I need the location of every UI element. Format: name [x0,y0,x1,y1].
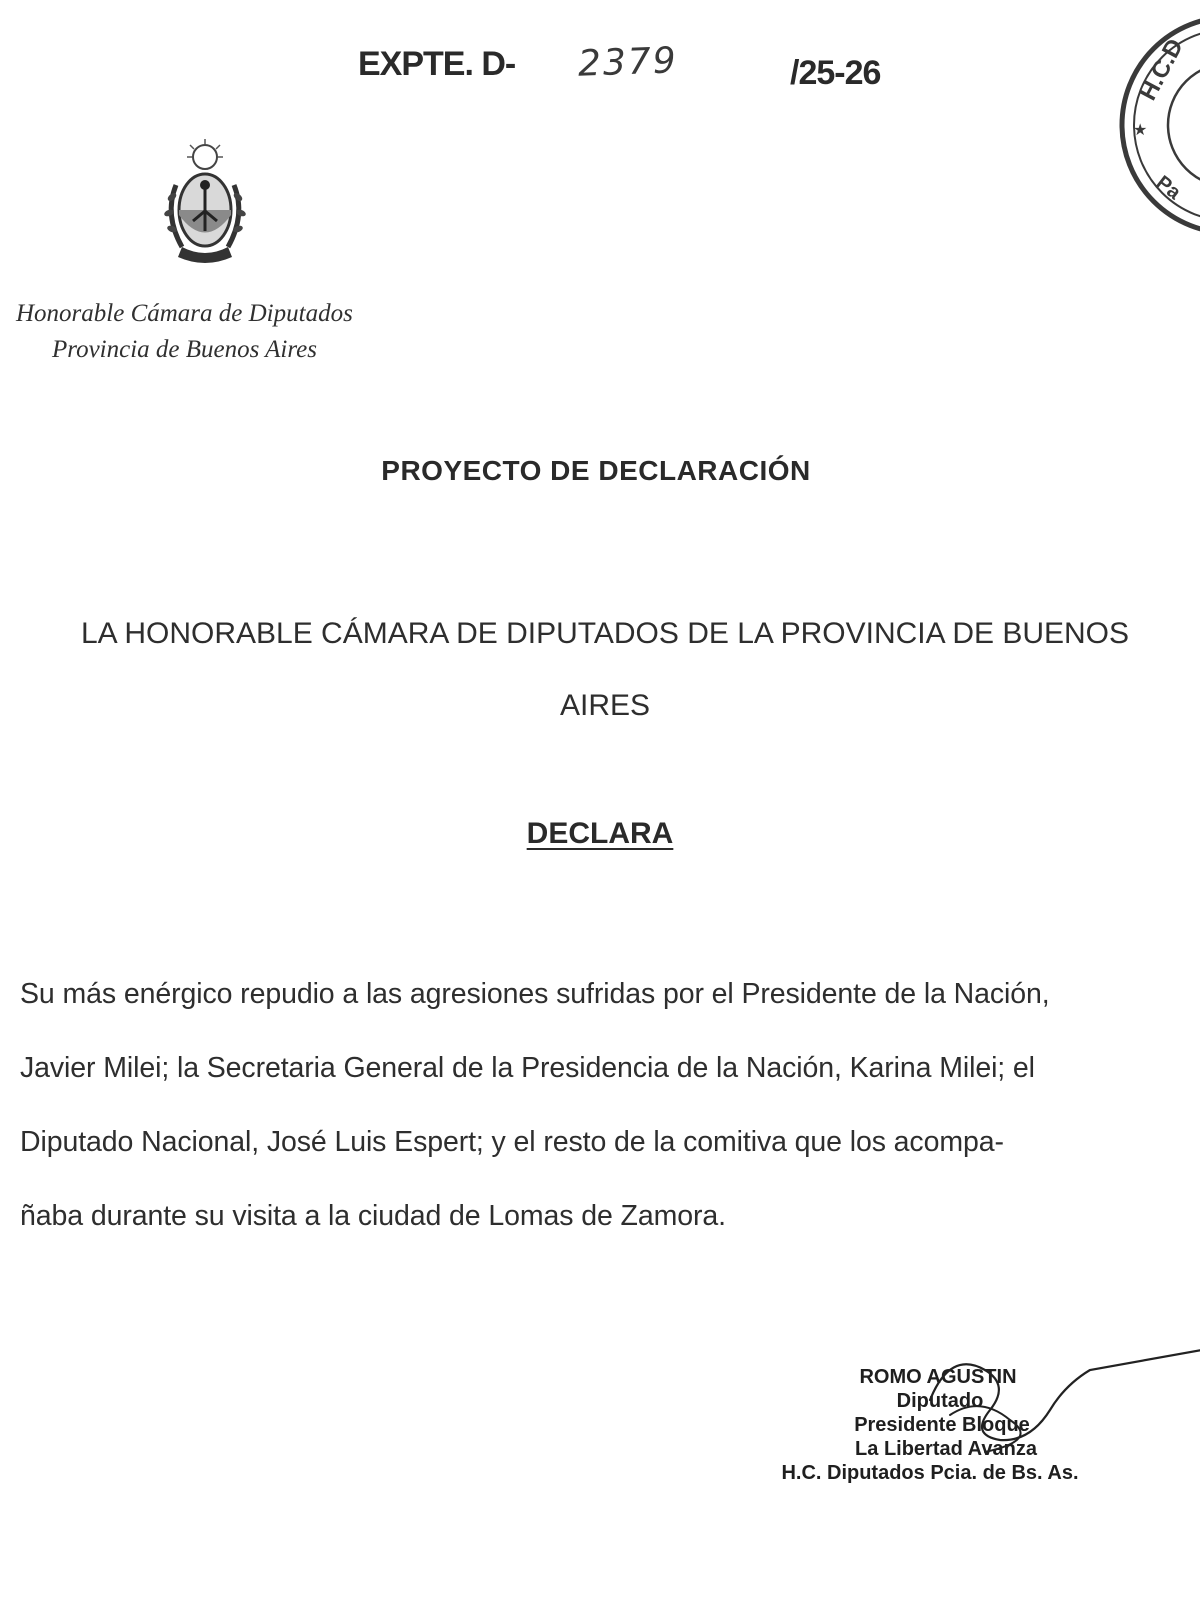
institution-line-1: Honorable Cámara de Diputados [16,300,353,327]
body-line: Diputado Nacional, José Luis Espert; y el resto de la comitiva que los acompa- [20,1126,1004,1158]
body-line: ñaba durante su visita a la ciudad de Lomas de Zamora. [20,1200,726,1232]
institution-line-2: Provincia de Buenos Aires [52,336,317,363]
declara-text: DECLARA [526,817,674,850]
stamp-text: H.C.D [1134,34,1189,105]
document-title-text: PROYECTO DE DECLARACIÓN [381,455,811,486]
signer-bloc: La Libertad Avanza [855,1438,1037,1460]
declaration-body [20,957,1170,1253]
chamber-heading: LA HONORABLE CÁMARA DE DIPUTADOS DE LA PROVINCIA DE BUENOS AIRES [80,617,1130,722]
declara-heading [0,817,1200,851]
signer-institution: H.C. Diputados Pcia. de Bs. As. [781,1462,1079,1484]
official-stamp [1115,10,1200,240]
coat-of-arms-icon [160,135,250,275]
expte-number-handwritten: 2379 [577,40,679,85]
handwritten-signature [890,1340,1200,1480]
body-line: Su más enérgico repudio a las agresiones sufridas por el Presidente de la Nación, [20,978,1050,1010]
signer-role: Diputado [896,1390,984,1412]
expte-suffix: /25-26 [790,54,881,92]
signature-block [760,1365,1120,1505]
body-line: Javier Milei; la Secretaria General de la Presidencia de la Nación, Karina Milei; el [20,1052,1035,1084]
svg-text:Pa: Pa [1151,171,1185,205]
svg-text:★: ★ [1133,122,1148,139]
document-title [0,455,1200,487]
signer-position: Presidente Bloque [854,1414,1030,1436]
expte-prefix: EXPTE. D- [358,45,516,83]
signer-name: ROMO AGUSTIN [859,1366,1017,1388]
